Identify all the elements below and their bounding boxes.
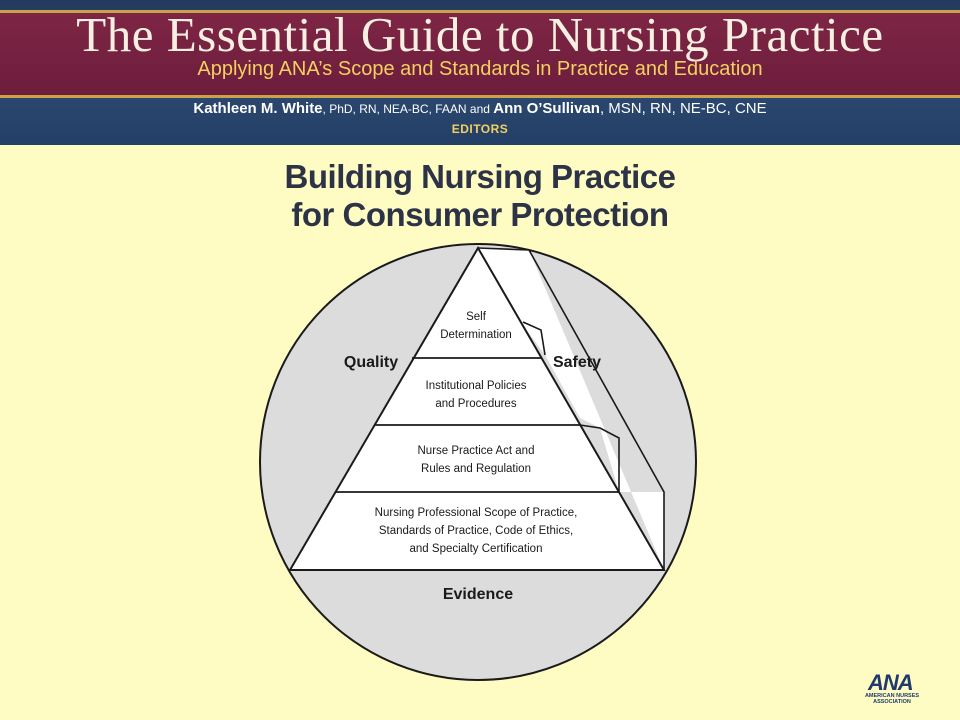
slide-title-line-1: Building Nursing Practice: [284, 158, 676, 195]
ana-logo: [862, 662, 922, 708]
tier-3-line-2: Rules and Regulation: [421, 463, 531, 475]
book-title: The Essential Guide to Nursing Practice: [76, 7, 884, 62]
label-evidence: Evidence: [442, 586, 514, 603]
editor-joiner: and: [466, 102, 494, 116]
tier-2-line-1: Institutional Policies: [425, 380, 527, 392]
editor-1-credentials: , PhD, RN, NEA-BC, FAAN: [322, 102, 467, 116]
editor-2-credentials: , MSN, RN, NE-BC, CNE: [599, 100, 767, 117]
tier-4-line-3: and Specialty Certification: [409, 543, 543, 555]
slide-title-line-2: for Consumer Protection: [291, 196, 669, 233]
editors-label: EDITORS: [451, 122, 509, 136]
tier-4-line-1: Nursing Professional Scope of Practice,: [374, 507, 578, 519]
ana-logo-text: [862, 693, 922, 705]
tier-1-line-2: Determination: [440, 329, 512, 341]
editor-1-name: Kathleen M. White: [193, 100, 323, 117]
tier-3-line-1: Nurse Practice Act and: [417, 445, 535, 457]
tier-2-line-2: and Procedures: [435, 398, 517, 410]
ana-logo-mark: ANA: [868, 670, 913, 695]
book-subtitle: Applying ANA’s Scope and Standards in Practice and Education: [197, 58, 763, 80]
ana-logo-line-1: AMERICAN NURSES: [864, 693, 920, 699]
ana-logo-line-2: ASSOCIATION: [873, 699, 911, 705]
label-quality: Quality: [343, 354, 399, 371]
tier-4-line-2: Standards of Practice, Code of Ethics,: [378, 525, 574, 537]
label-safety: Safety: [552, 354, 602, 371]
editor-2-name: Ann O’Sullivan: [493, 100, 600, 117]
tier-1-line-1: Self: [466, 311, 486, 323]
